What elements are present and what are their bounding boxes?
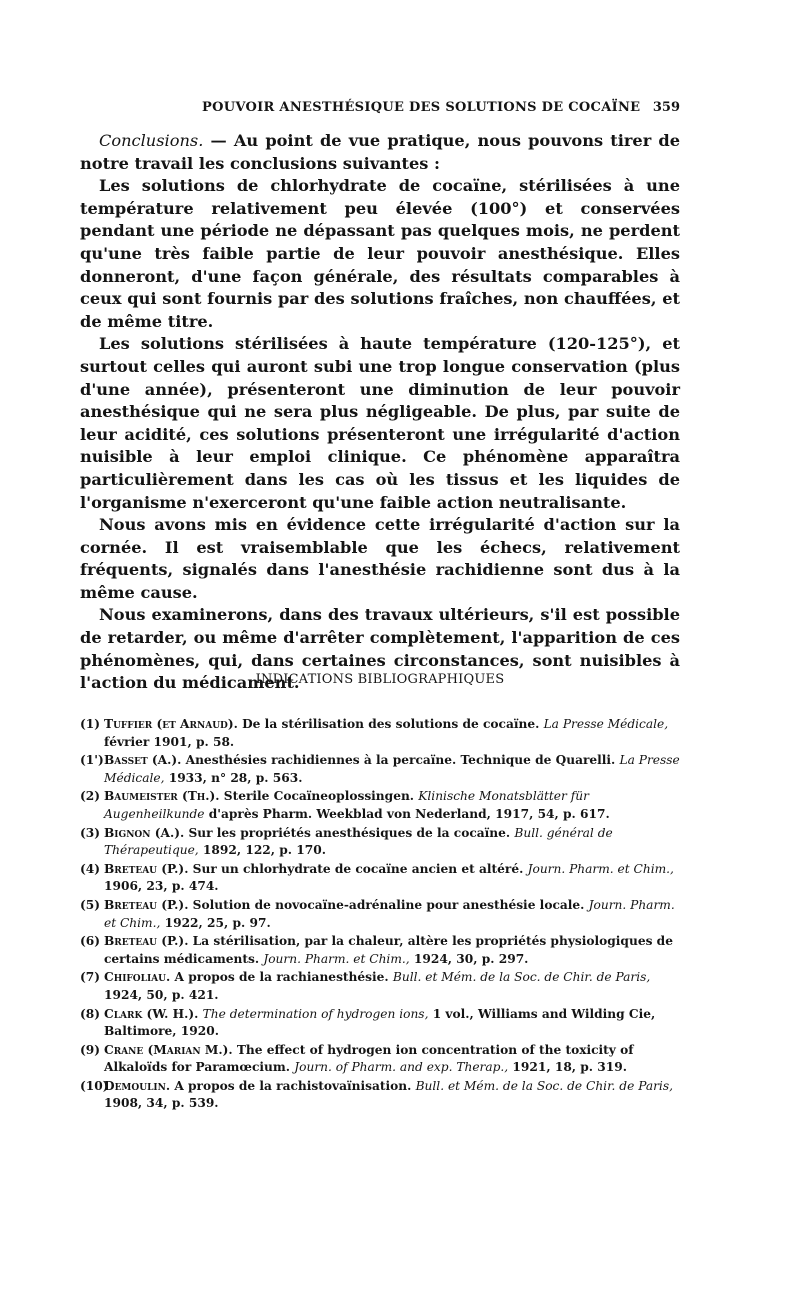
reference-details: 1924, 50, p. 421. [104,987,219,1002]
reference-number: (6) [80,934,101,949]
reference-number: (1) [80,717,101,731]
reference-number: (3) [80,825,101,840]
reference-journal: Journ. Pharm. et Chim., [104,897,675,930]
body-text [80,130,680,695]
reference-journal: Journ. Pharm. et Chim., [527,861,674,876]
reference-item [80,933,680,968]
reference-journal: La Presse Médicale, [543,717,669,731]
page-number: 359 [652,100,680,115]
section-lead: Conclusions. [99,131,204,150]
reference-title: Sur un chlorhydrate de cocaïne ancien et altéré. [188,861,528,876]
reference-journal: Bull. général de Thérapeutique, [104,825,613,858]
reference-list [80,716,680,1114]
reference-author: Breteau (P.). [104,934,189,949]
reference-title: Solution de novocaïne-adrénaline pour anesthésie locale. [188,897,589,912]
reference-details: 1921, 18, p. 319. [508,1060,627,1075]
reference-title: A propos de la rachianesthésie. [170,970,393,985]
reference-item [80,897,680,932]
reference-journal: La Presse Médicale, [104,753,680,785]
reference-journal: Bull. et Mém. de la Soc. de Chir. de Paris, [392,970,651,985]
reference-item [80,969,680,1004]
paragraph-text: — Au point de vue pratique, nous pouvons tirer de notre travail les conclusions suivantes : [80,131,680,173]
reference-item [80,1006,680,1041]
reference-details: février 1901, p. 58. [104,734,235,749]
reference-item [80,788,680,823]
reference-number: (2) [80,789,101,804]
paragraph: Nous examinerons, dans des travaux ultérieurs, s'il est possible de retarder, ou même d'arrêter complètement, l'apparition de ces phénomènes, qui, dans certaines circonstances, sont nuisibles à l'action du médicament. [80,605,680,693]
reference-number: (4) [80,861,101,876]
reference-journal: The determination of hydrogen ions, [202,1006,429,1021]
reference-item [80,752,680,787]
reference-author: Breteau (P.). [104,861,189,876]
paragraph-conclusions [80,130,680,175]
reference-author: Tuffier (et Arnaud). [104,717,238,731]
reference-author: Clark (W. H.). [104,1006,199,1021]
reference-details: 1 vol., Williams and Wilding Cie, Baltimore, 1920. [104,1006,656,1039]
reference-title: Anesthésies rachidiennes à la percaïne. Technique de Quarelli. [181,753,620,768]
reference-author: Bignon (A.). [104,825,185,840]
reference-details: 1906, 23, p. 474. [104,879,219,894]
reference-number: (5) [80,897,101,912]
bibliography-heading: INDICATIONS BIBLIOGRAPHIQUES [255,672,505,687]
reference-item [80,861,680,896]
reference-item [80,1042,680,1077]
paragraph: Les solutions de chlorhydrate de cocaïne, stérilisées à une température relativement peu élevée (100°) et conservées pendant une période ne dépassant pas quelques mois, ne perdent qu'une très faible partie de leur pouvoir anesthésique. Elles donneront, d'une façon générale, des résultats comparables à ceux qui sont fournis par des solutions fraîches, non chauffées, et de même titre. [80,176,680,331]
paragraph: Nous avons mis en évidence cette irrégularité d'action sur la cornée. Il est vraisemblable que les échecs, relativement fréquents, signalés dans l'anesthésie rachidienne sont dus à la même cause. [80,515,680,602]
reference-title: A propos de la rachistovaïnisation. [170,1078,416,1093]
reference-details: 1924, 30, p. 297. [409,951,529,966]
reference-author: Baumeister (Th.). [104,789,220,804]
running-title: POUVOIR ANESTHÉSIQUE DES SOLUTIONS DE COCAÏNE [202,100,641,115]
reference-journal: Bull. et Mém. de la Soc. de Chir. de Paris, [415,1078,673,1093]
reference-number: (7) [80,970,101,985]
reference-author: Chifoliau. [104,970,171,985]
reference-number: (10) [80,1078,109,1093]
reference-journal: Journ. Pharm. et Chim., [263,951,410,966]
reference-item [80,825,680,860]
reference-details: 1892, 122, p. 170. [198,843,326,858]
reference-author: Crane (Marian M.). [104,1042,233,1057]
reference-item [80,716,680,751]
reference-title: De la stérilisation des solutions de cocaïne. [237,717,544,731]
reference-title: La stérilisation, par la chaleur, altère les propriétés physiologiques de certains médicaments. [104,934,673,966]
reference-number: (1') [80,753,104,768]
paragraph: Les solutions stérilisées à haute température (120-125°), et surtout celles qui auront subi une trop longue conservation (plus d'une année), présenteront une diminution de leur pouvoir anesthésique qui ne sera plus négligeable. De plus, par suite de leur acidité, ces solutions présenteront une irrégularité d'action nuisible à leur emploi clinique. Ce phénomène apparaîtra particulièrement dans les cas où les tissus et les liquides de l'organisme n'exerceront qu'une faible action neutralisante. [80,334,680,512]
reference-title: Sur les propriétés anesthésiques de la cocaïne. [184,825,515,840]
reference-author: Basset (A.). [104,753,182,768]
reference-details: 1933, n° 28, p. 563. [164,770,303,785]
reference-number: (9) [80,1042,101,1057]
reference-journal: Klinische Monatsblätter für Augenheilkunde [104,789,589,821]
reference-title: Sterile Cocaïneoplossingen. [219,789,419,804]
reference-number: (8) [80,1006,101,1021]
reference-title: The effect of hydrogen ion concentration of the toxicity of Alkaloïds for Paramœcium. [104,1042,634,1075]
running-header [80,100,680,124]
reference-journal: Journ. of Pharm. and exp. Therap., [294,1060,509,1075]
reference-details: d'après Pharm. Weekblad von Nederland, 1917, 54, p. 617. [204,806,610,821]
reference-details: 1922, 25, p. 97. [160,915,271,930]
reference-author: Breteau (P.). [104,897,189,912]
reference-item [80,1078,680,1113]
reference-details: 1908, 34, p. 539. [104,1096,219,1111]
reference-author: Demoulin. [104,1078,171,1093]
